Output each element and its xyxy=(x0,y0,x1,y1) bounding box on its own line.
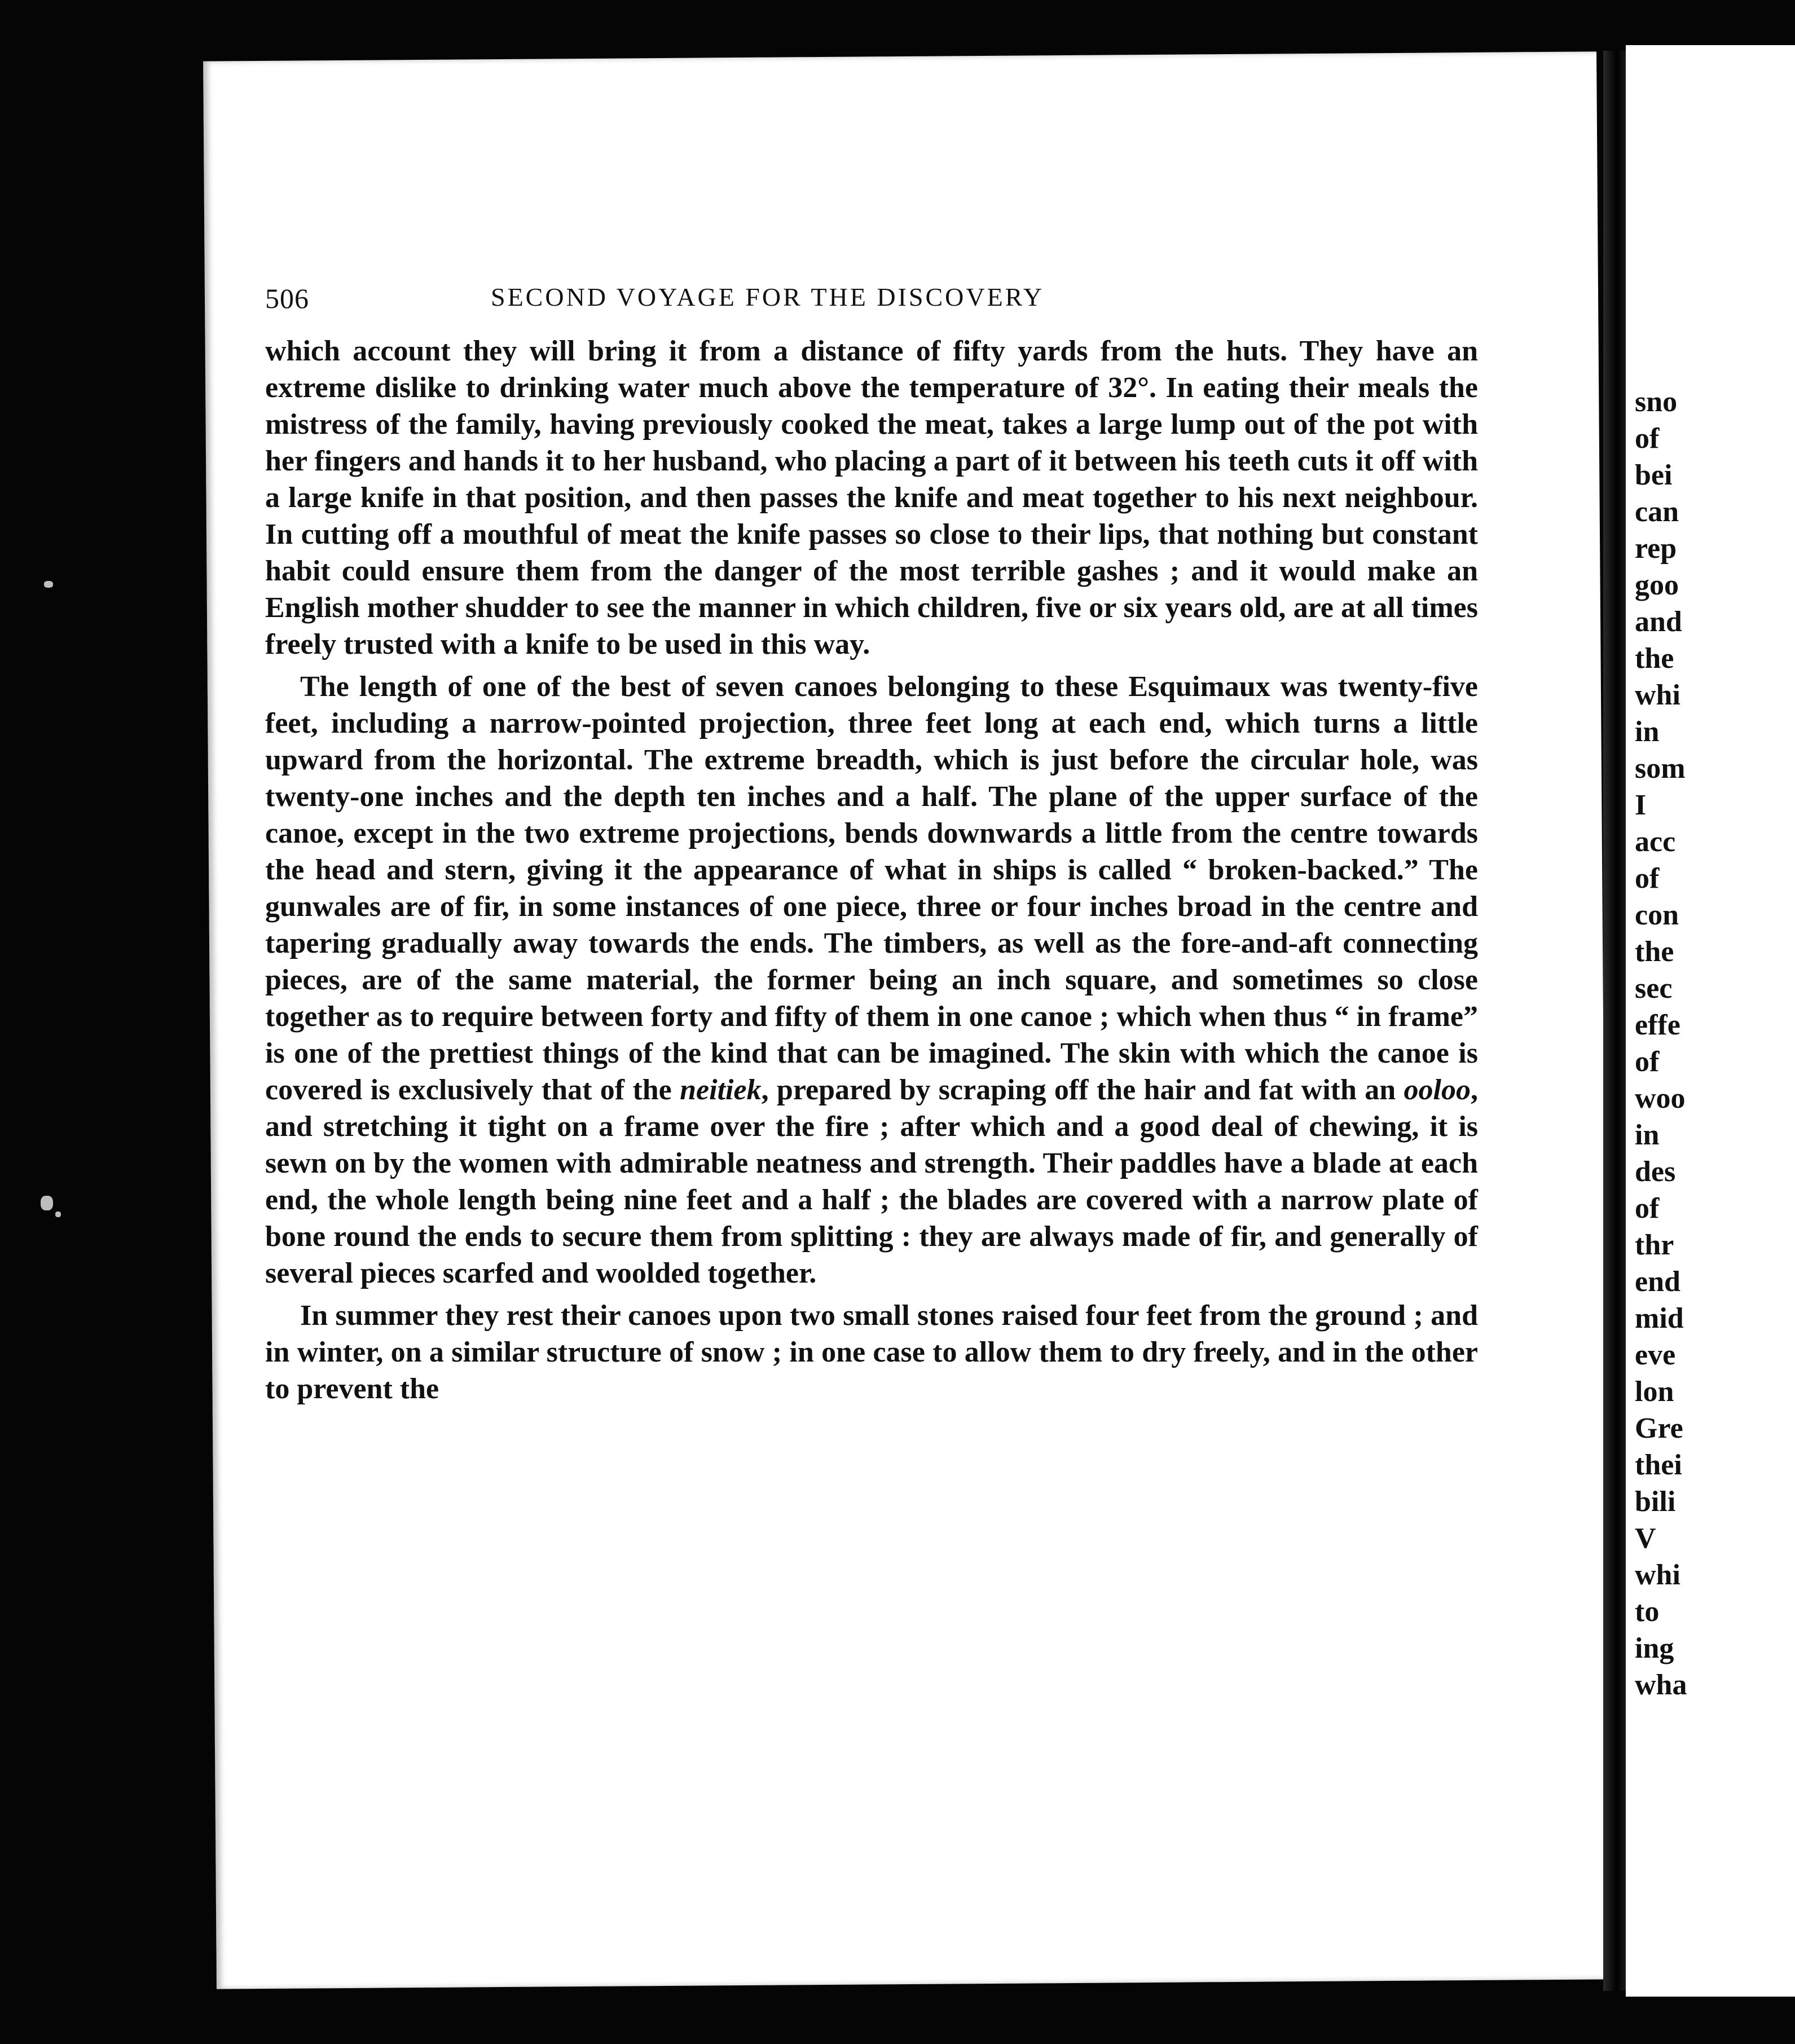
italic-term-neitiek: neitiek xyxy=(680,1074,762,1106)
facing-page-line: ing xyxy=(1635,1632,1674,1664)
facing-page-line: sec xyxy=(1635,972,1673,1005)
facing-page-line: of xyxy=(1635,1192,1660,1224)
facing-page-line: sno xyxy=(1635,386,1678,418)
italic-term-ooloo: ooloo xyxy=(1404,1074,1471,1106)
paragraph-canoes xyxy=(265,668,1478,1292)
facing-page-line: rep xyxy=(1635,532,1677,565)
page-text-block xyxy=(265,271,1478,1413)
book-gutter xyxy=(1603,51,1626,1991)
facing-page-line: V xyxy=(1635,1522,1656,1554)
facing-page-line: mid xyxy=(1635,1302,1684,1334)
facing-page-line: des xyxy=(1635,1156,1676,1188)
facing-page-line: con xyxy=(1635,899,1679,931)
page-number: 506 xyxy=(265,283,309,314)
facing-page-line: whi xyxy=(1635,1559,1680,1591)
scan-speck xyxy=(44,581,53,588)
paragraph-text: which account they will bring it from a distance of fifty yards from the huts. They have an extreme dislike to drinking water much above the temperature of 32°. In eating their meals the mistress of the family, having previously cooked the meat, takes a large lump out of the pot with her fingers and hands it to her husband, who placing a part of it between his teeth cuts it off with a large knife in that position, and then passes the knife and meat together to his next neighbour. In cutting off a mouthful of meat the knife passes so close to their lips, that nothing but constant habit could ensure them from the danger of the most terrible gashes ; and it would make an English mother shudder to see the manner in which children, five or six years old, are at all times freely trusted with a knife to be used in this way. xyxy=(265,335,1478,660)
scan-speck xyxy=(41,1196,53,1210)
facing-page-line: in xyxy=(1635,1119,1660,1151)
facing-page-line: thei xyxy=(1635,1449,1682,1481)
paragraph-storage xyxy=(265,1297,1478,1407)
facing-page-line: the xyxy=(1635,936,1674,968)
facing-page-line: to xyxy=(1635,1596,1660,1628)
facing-page-line: eve xyxy=(1635,1339,1676,1371)
facing-page-line: thr xyxy=(1635,1229,1674,1261)
facing-page-text xyxy=(1635,384,1687,1703)
facing-page-line: end xyxy=(1635,1266,1680,1298)
scan-speck xyxy=(55,1212,61,1217)
facing-page-line: wha xyxy=(1635,1669,1687,1701)
facing-page-line: Gre xyxy=(1635,1412,1683,1444)
paragraph-continuation xyxy=(265,333,1478,663)
facing-page-line: acc xyxy=(1635,826,1676,858)
facing-page-line: of xyxy=(1635,422,1660,455)
facing-page-line: of xyxy=(1635,862,1660,895)
facing-page-line: som xyxy=(1635,752,1686,785)
facing-page-line: in xyxy=(1635,716,1660,748)
facing-page-line: woo xyxy=(1635,1082,1686,1114)
facing-page-line: bei xyxy=(1635,459,1673,491)
facing-page-line: of xyxy=(1635,1046,1660,1078)
facing-page-line: the xyxy=(1635,642,1674,675)
facing-page-line: goo xyxy=(1635,569,1679,601)
paragraph-text: In summer they rest their canoes upon two small stones raised four feet from the ground ; and in winter, on a similar structure of snow ; in one case to allow them to dry freely, and in the other to prevent the xyxy=(265,1299,1478,1405)
facing-page-line: whi xyxy=(1635,679,1680,711)
page-header xyxy=(265,271,1478,333)
running-head: SECOND VOYAGE FOR THE DISCOVERY xyxy=(491,283,1045,311)
facing-page-line: bili xyxy=(1635,1486,1676,1518)
facing-page-line: and xyxy=(1635,606,1682,638)
facing-page-line: can xyxy=(1635,496,1679,528)
facing-page-line: lon xyxy=(1635,1376,1674,1408)
facing-page-line: effe xyxy=(1635,1009,1680,1041)
paragraph-text: , prepared by scraping off the hair and fat with an xyxy=(761,1074,1404,1106)
facing-page xyxy=(1626,45,1795,1997)
paragraph-text: , and stretching it tight on a frame over the fire ; after which and a good deal of chewing, it is sewn on by the women with admirable neatness and strength. Their paddles have a blade at each end, the whole length being nine feet and a half ; the blades are covered with a narrow plate of bone round the ends to secure them from splitting : they are always made of fir, and generally of several pieces scarfed and woolded together. xyxy=(265,1074,1478,1289)
facing-page-line: I xyxy=(1635,789,1647,821)
paragraph-text: The length of one of the best of seven canoes belonging to these Esquimaux was twenty-five feet, including a narrow-pointed projection, three feet long at each end, which turns a little upward from the horizontal. The extreme breadth, which is just before the circular hole, was twenty-one inches and the depth ten inches and a half. The plane of the upper surface of the canoe, except in the two extreme projections, bends downwards a little from the centre towards the head and stern, giving it the appearance of what in ships is called “ broken-backed.” The gunwales are of fir, in some instances of one piece, three or four inches broad in the centre and tapering gradually away towards the ends. The timbers, as well as the fore-and-aft connecting pieces, are of the same material, the former being an inch square, and sometimes so close together as to require between forty and fifty of them in one canoe ; which when thus “ in frame” is one of the prettiest things of the kind that can be imagined. The skin with which the canoe is covered is exclusively that of the xyxy=(265,671,1478,1106)
